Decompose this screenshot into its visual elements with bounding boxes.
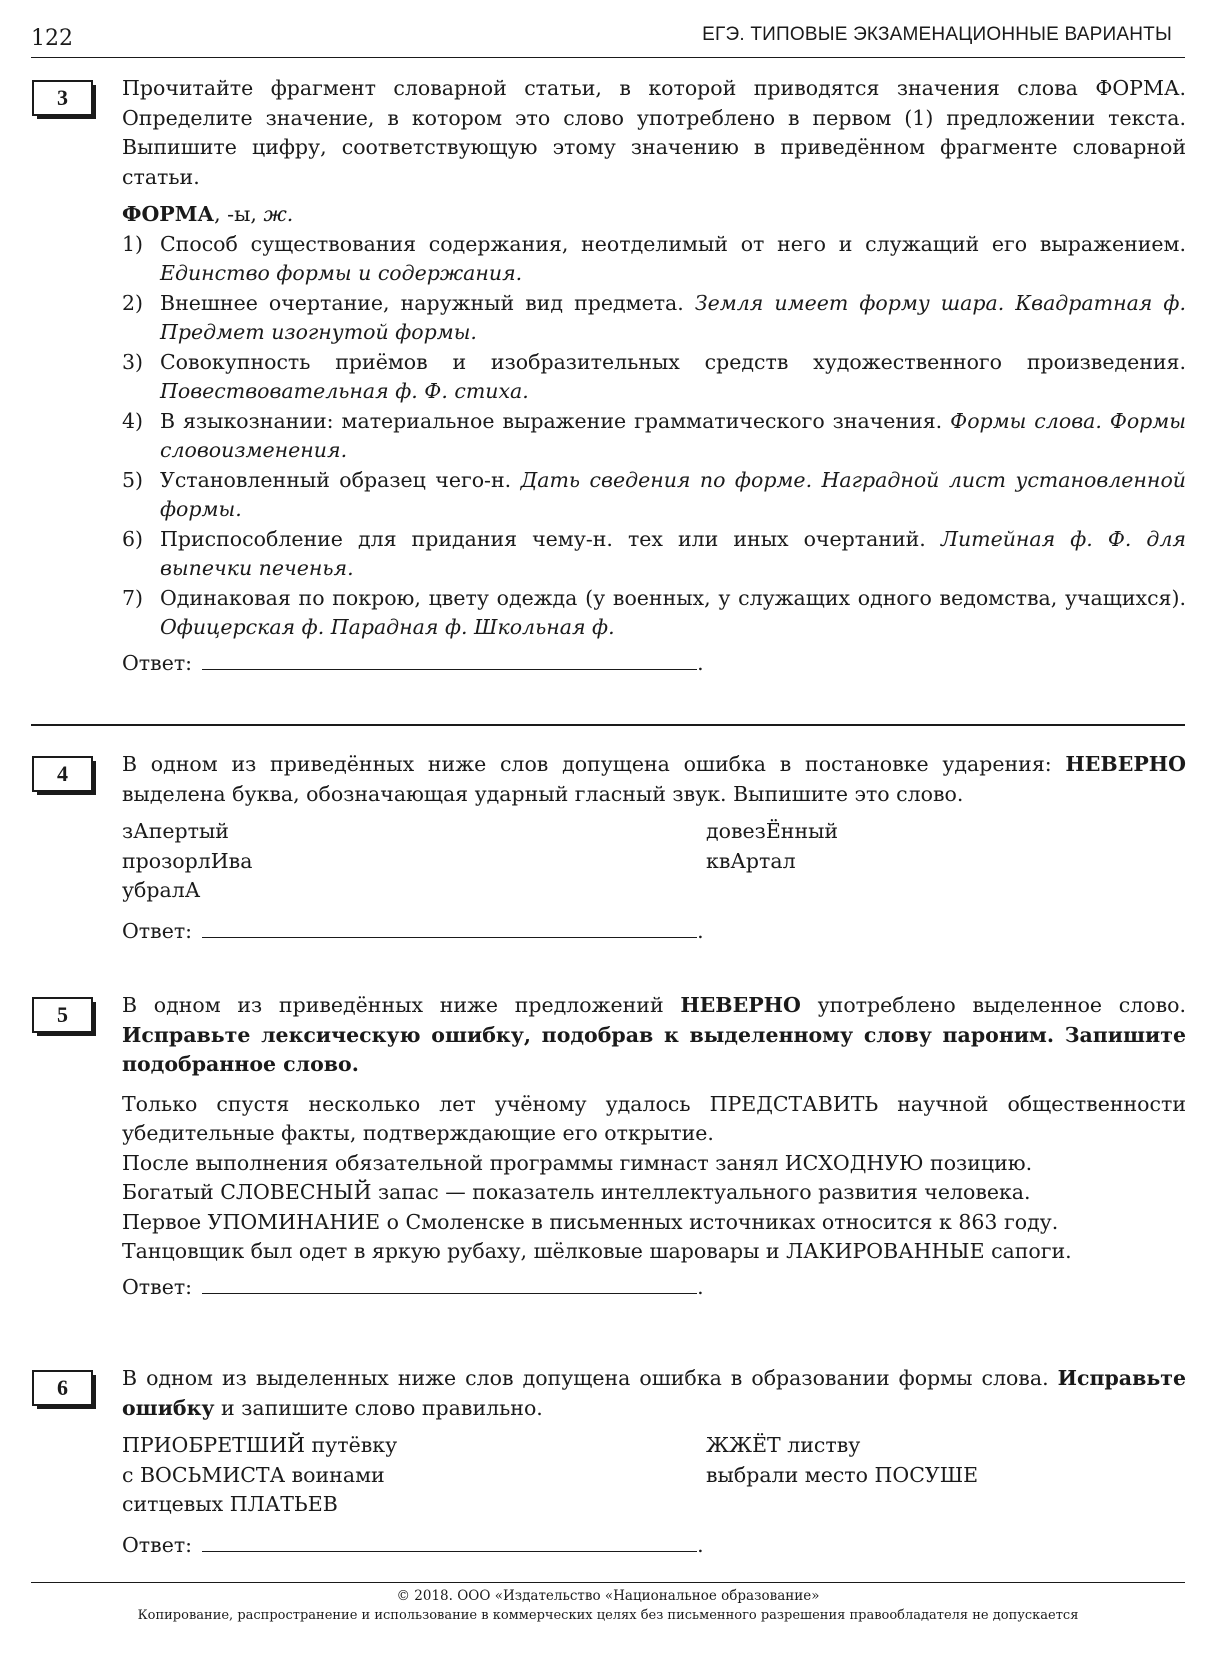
answer-label: Ответ:: [122, 919, 193, 943]
task-4-words: [122, 817, 1186, 911]
task-4-answer: Ответ: .: [122, 915, 1186, 947]
phrase-option: ЖЖЁТ листву: [706, 1433, 861, 1457]
task-6-number-box: 6: [32, 1370, 93, 1406]
task-6-answer: Ответ: .: [122, 1529, 1186, 1561]
task-3-intro: Прочитайте фрагмент словарной статьи, в которой приводятся значения слова ФОРМА. Определите значение, в котором это слово употреблено в первом (1) предложении текста. Выпишите цифру, соответствующую этому значению в приведённом фрагменте словарной статьи.: [122, 76, 1186, 189]
phrase-option: ПРИОБРЕТШИЙ путёвку: [122, 1433, 398, 1457]
definition-item: 2) Внешнее очертание, наружный вид предмета. Земля имеет форму шара. Квадратная ф. Предмет изогнутой формы.: [122, 290, 1186, 344]
task-3-number-box: 3: [32, 80, 93, 116]
sentence: После выполнения обязательной программы гимнаст занял ИСХОДНУЮ позицию.: [122, 1150, 1033, 1175]
word-option: убралА: [122, 878, 201, 902]
word-option: зАпертый: [122, 819, 229, 843]
running-header: ЕГЭ. ТИПОВЫЕ ЭКЗАМЕНАЦИОННЫЕ ВАРИАНТЫ: [702, 24, 1172, 45]
task-5-intro: В одном из приведённых ниже предложений НЕВЕРНО употреблено выделенное слово. Исправьте лексическую ошибку, подобрав к выделенному слову пароним. Запишите подобранное слово.: [122, 993, 1186, 1076]
footer-notice: Копирование, распространение и использование в коммерческих целях без письменного разрешения правообладателя не допускается: [137, 1608, 1079, 1623]
sentence: Богатый СЛОВЕСНЫЙ запас — показатель интеллектуального развития человека.: [122, 1180, 1031, 1204]
task-5: [122, 991, 1186, 1302]
answer-label: Ответ:: [122, 1533, 193, 1557]
footer-copyright: © 2018. ООО «Издательство «Национальное образование»: [396, 1588, 820, 1604]
definition-item: 6) Приспособление для придания чему-н. тех или иных очертаний. Литейная ф. Ф. для выпечки печенья.: [122, 526, 1187, 580]
definition-item: 3) Совокупность приёмов и изобразительных средств художественного произведения. Повествовательная ф. Ф. стиха.: [122, 349, 1186, 403]
task-4-answer-field[interactable]: [202, 915, 697, 938]
task-5-answer-field[interactable]: [202, 1271, 697, 1294]
task-4-intro: В одном из приведённых ниже слов допущена ошибка в постановке ударения: НЕВЕРНО выделена буква, обозначающая ударный гласный звук. Выпишите это слово.: [122, 752, 1186, 806]
entry-gender: ж.: [263, 202, 294, 226]
header-rule: [31, 57, 1185, 58]
task-3-answer-field[interactable]: [202, 647, 697, 670]
task-6-answer-field[interactable]: [202, 1529, 697, 1552]
sentence: Только спустя несколько лет учёному удалось ПРЕДСТАВИТЬ научной общественности убедительные факты, подтверждающие его открытие.: [122, 1091, 1186, 1145]
task-5-answer: Ответ: .: [122, 1271, 1186, 1303]
task-5-number-box: 5: [32, 997, 93, 1033]
entry-word: ФОРМА: [122, 202, 215, 226]
section-divider: [31, 724, 1185, 726]
task-6-intro: В одном из выделенных ниже слов допущена ошибка в образовании формы слова. Исправьте ошибку и запишите слово правильно.: [122, 1366, 1186, 1420]
phrase-option: выбрали место ПОСУШЕ: [706, 1462, 979, 1487]
task-3-answer: Ответ: .: [122, 647, 1186, 679]
dictionary-entry-head: [122, 200, 1186, 230]
definition-item: 1) Способ существования содержания, неотделимый от него и служащий его выражением. Единство формы и содержания.: [122, 231, 1186, 285]
task-6: [122, 1364, 1186, 1561]
answer-label: Ответ:: [122, 1274, 193, 1299]
entry-grammar: , -ы,: [214, 202, 264, 226]
definition-item: 7) Одинаковая по покрою, цвету одежда (у военных, у служащих одного ведомства, учащихся). Офицерская ф. Парадная ф. Школьная ф.: [122, 585, 1186, 639]
task-3: [122, 74, 1186, 678]
word-option: квАртал: [706, 848, 796, 873]
definitions-list: [122, 230, 1186, 643]
task-4: [122, 750, 1186, 947]
task-6-words: [122, 1431, 1186, 1525]
word-option: довезЁнный: [706, 819, 839, 843]
phrase-option: с ВОСЬМИСТА воинами: [122, 1462, 385, 1487]
footer-rule: [31, 1582, 1185, 1583]
task-5-sentences: [122, 1090, 1186, 1267]
answer-label: Ответ:: [122, 650, 193, 675]
sentence: Танцовщик был одет в яркую рубаху, шёлковые шаровары и ЛАКИРОВАННЫЕ сапоги.: [122, 1239, 1072, 1263]
page-number: 122: [31, 26, 73, 51]
sentence: Первое УПОМИНАНИЕ о Смоленске в письменных источниках относится к 863 году.: [122, 1209, 1059, 1234]
phrase-option: ситцевых ПЛАТЬЕВ: [122, 1492, 338, 1516]
word-option: прозорлИва: [122, 848, 253, 873]
definition-item: 4) В языкознании: материальное выражение грамматического значения. Формы слова. Формы словоизменения.: [122, 408, 1186, 462]
definition-item: 5) Установленный образец чего-н. Дать сведения по форме. Наградной лист установленной формы.: [122, 467, 1186, 521]
task-4-number-box: 4: [32, 756, 93, 792]
